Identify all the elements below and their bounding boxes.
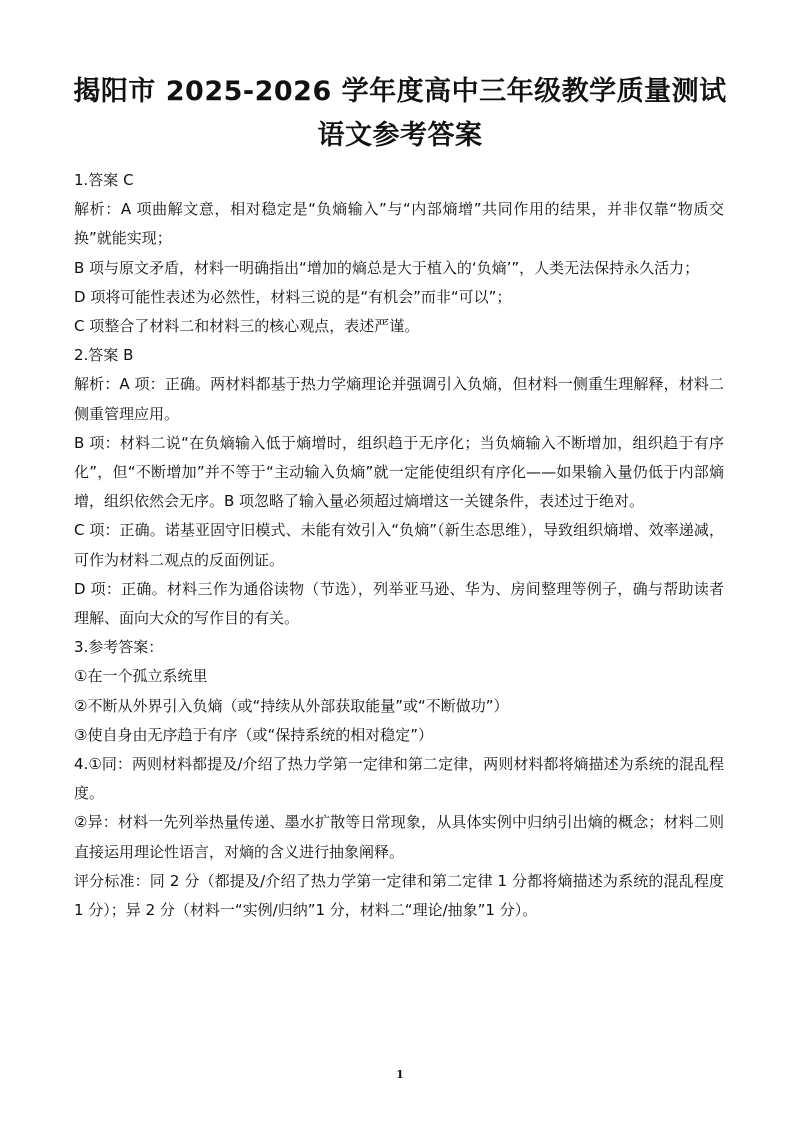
answer-3-point-3: ③使自身由无序趋于有序（或“保持系统的相对稳定”） (74, 725, 433, 744)
answer-1-analysis-d: D 项将可能性表述为必然性，材料三说的是“有机会”而非“可以”； (74, 287, 512, 306)
answer-1-analysis-c: C 项整合了材料二和材料三的核心观点，表述严谨。 (74, 317, 420, 336)
answer-3-heading: 3.参考答案： (74, 638, 164, 657)
answer-2-analysis-c: C 项：正确。诺基亚固守旧模式、未能有效引入“负熵”（新生态思维），导致组织熵增、效率递减，可作为材料二观点的反面例证。 (74, 521, 724, 569)
answer-3-point-1: ①在一个孤立系统里 (74, 667, 208, 686)
document-title: 揭阳市 2025-2026 学年度高中三年级教学质量测试 (73, 76, 727, 107)
answer-4-scoring: 评分标准：同 2 分（都提及/介绍了热力学第一定律和第二定律 1 分都将熵描述为系统的混乱程度 1 分）；异 2 分（材料一“实例/归纳”1 分，材料二“理论/抽象”1 分）。 (74, 871, 724, 920)
answer-1-analysis-b: B 项与原文矛盾，材料一明确指出“增加的熵总是大于植入的‘负熵’”，人类无法保持永久活力； (74, 258, 700, 277)
answer-2-heading: 2.答案 B (74, 346, 134, 365)
answer-4-diff: ②异：材料一先列举热量传递、墨水扩散等日常现象，从具体实例中归纳引出熵的概念；材料二则直接运用理论性语言，对熵的含义进行抽象阐释。 (74, 813, 724, 861)
document-subtitle: 语文参考答案 (317, 120, 483, 151)
answer-body (74, 166, 724, 925)
answer-2-analysis-b: B 项：材料二说“在负熵输入低于熵增时，组织趋于无序化；当负熵输入不断增加，组织趋于有序化”，但“不断增加”并不等于“主动输入负熵”就一定能使组织有序化——如果输入量仍低于内部熵增，组织依然会无序。B 项忽略了输入量必须超过熵增这一关键条件，表述过于绝对。 (74, 433, 724, 511)
answer-3-point-2: ②不断从外界引入负熵（或“持续从外部获取能量”或“不断做功”） (74, 696, 509, 715)
answer-4-same: 4.①同：两则材料都提及/介绍了热力学第一定律和第二定律，两则材料都将熵描述为系统的混乱程度。 (74, 755, 724, 803)
answer-1-analysis-a: 解析：A 项曲解文意，相对稳定是“负熵输入”与“内部熵增”共同作用的结果，并非仅靠“物质交换”就能实现； (74, 200, 724, 248)
answer-1-heading: 1.答案 C (74, 171, 134, 189)
page-number: 1 (396, 1068, 404, 1081)
answer-2-analysis-d: D 项：正确。材料三作为通俗读物（节选），列举亚马逊、华为、房间整理等例子，确与帮助读者理解、面向大众的写作目的有关。 (74, 579, 724, 628)
answer-2-analysis-a: 解析：A 项：正确。两材料都基于热力学熵理论并强调引入负熵，但材料一侧重生理解释，材料二侧重管理应用。 (74, 375, 724, 423)
